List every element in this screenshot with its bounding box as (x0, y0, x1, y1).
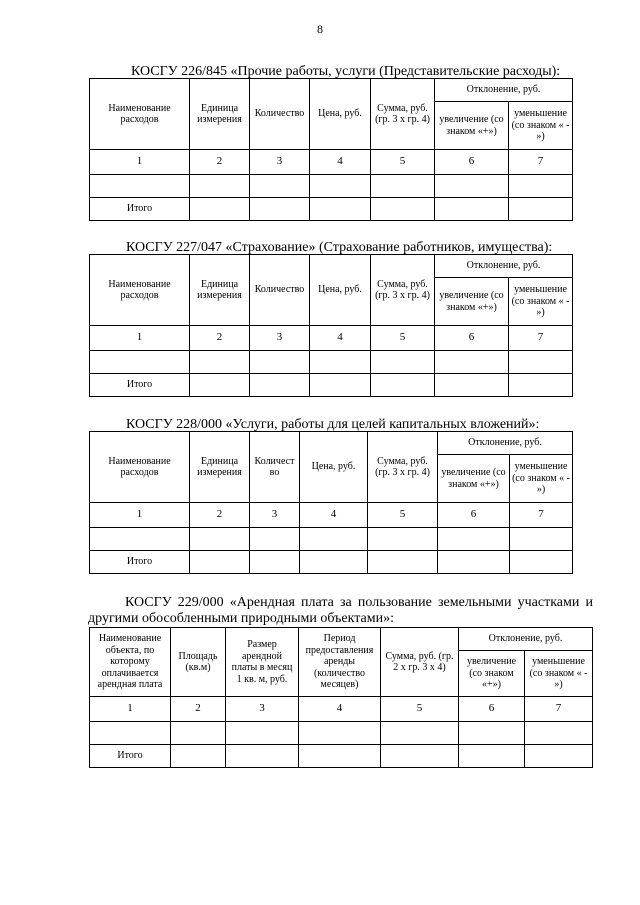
section-4-heading: КОСГУ 229/000 «Арендная плата за пользование земельными участками и другими обособленными природными объектами»: (88, 595, 593, 626)
col-num: 5 (368, 503, 438, 528)
table-section-1 (89, 78, 573, 221)
col-num: 3 (250, 503, 300, 528)
table-section-4 (89, 627, 593, 768)
page-number: 8 (317, 22, 323, 36)
total-label: Итого (90, 198, 190, 221)
col-num: 3 (250, 150, 310, 175)
number-row (90, 697, 593, 722)
col-num: 2 (190, 503, 250, 528)
header-sum: Сумма, руб. (гр. 2 х гр. 3 х 4) (381, 628, 459, 697)
header-deviation: Отклонение, руб. (435, 79, 573, 102)
total-row (90, 198, 573, 221)
header-unit: Единица измерения (190, 255, 250, 326)
col-num: 6 (435, 150, 509, 175)
section-3-heading: КОСГУ 228/000 «Услуги, работы для целей капитальных вложений»: (126, 417, 540, 432)
col-num: 4 (310, 326, 371, 351)
col-num: 5 (371, 150, 435, 175)
table-section-3 (89, 431, 573, 574)
header-qty: Количество (250, 79, 310, 150)
header-increase: увеличение (со знаком «+») (435, 102, 509, 150)
empty-row (90, 351, 573, 374)
header-increase: увеличение (со знаком «+») (438, 455, 510, 503)
header-decrease: уменьшение (со знаком « - ») (509, 102, 573, 150)
section-1-heading: КОСГУ 226/845 «Прочие работы, услуги (Представительские расходы): (131, 64, 561, 79)
header-rent: Размер арендной платы в месяц 1 кв. м, руб. (226, 628, 299, 697)
header-deviation: Отклонение, руб. (459, 628, 593, 651)
number-row (90, 150, 573, 175)
col-num: 1 (90, 697, 171, 722)
col-num: 5 (371, 326, 435, 351)
header-sum: Сумма, руб. (гр. 3 х гр. 4) (371, 255, 435, 326)
col-num: 7 (509, 326, 573, 351)
col-num: 6 (438, 503, 510, 528)
col-num: 1 (90, 503, 190, 528)
col-num: 6 (459, 697, 525, 722)
total-row (90, 374, 573, 397)
header-name: Наименование расходов (90, 255, 190, 326)
total-label: Итого (90, 745, 171, 768)
header-name: Наименование расходов (90, 432, 190, 503)
col-num: 7 (510, 503, 573, 528)
header-deviation: Отклонение, руб. (435, 255, 573, 278)
col-num: 2 (190, 150, 250, 175)
section-2-heading: КОСГУ 227/047 «Страхование» (Страхование работников, имущества): (126, 240, 553, 255)
header-sum: Сумма, руб. (гр. 3 х гр. 4) (368, 432, 438, 503)
col-num: 2 (190, 326, 250, 351)
header-name: Наименование объекта, по которому оплачивается арендная плата (90, 628, 171, 697)
header-area: Площадь (кв.м) (171, 628, 226, 697)
header-name: Наименование расходов (90, 79, 190, 150)
col-num: 7 (525, 697, 593, 722)
number-row (90, 326, 573, 351)
col-num: 7 (509, 150, 573, 175)
empty-row (90, 722, 593, 745)
header-deviation: Отклонение, руб. (438, 432, 573, 455)
col-num: 3 (226, 697, 299, 722)
empty-row (90, 175, 573, 198)
col-num: 4 (300, 503, 368, 528)
total-label: Итого (90, 374, 190, 397)
col-num: 3 (250, 326, 310, 351)
number-row (90, 503, 573, 528)
header-price: Цена, руб. (310, 255, 371, 326)
header-price: Цена, руб. (300, 432, 368, 503)
table-section-2 (89, 254, 573, 397)
col-num: 5 (381, 697, 459, 722)
col-num: 2 (171, 697, 226, 722)
header-increase: увеличение (со знаком «+») (459, 651, 525, 697)
col-num: 1 (90, 150, 190, 175)
header-increase: увеличение (со знаком «+») (435, 278, 509, 326)
header-decrease: уменьшение (со знаком « - ») (510, 455, 573, 503)
header-unit: Единица измерения (190, 432, 250, 503)
header-decrease: уменьшение (со знаком « - ») (509, 278, 573, 326)
header-unit: Единица измерения (190, 79, 250, 150)
empty-row (90, 528, 573, 551)
col-num: 6 (435, 326, 509, 351)
total-row (90, 551, 573, 574)
col-num: 4 (310, 150, 371, 175)
header-period: Период предоставления аренды (количество месяцев) (299, 628, 381, 697)
header-qty: Количество (250, 255, 310, 326)
col-num: 1 (90, 326, 190, 351)
total-row (90, 745, 593, 768)
header-sum: Сумма, руб. (гр. 3 х гр. 4) (371, 79, 435, 150)
header-decrease: уменьшение (со знаком « - ») (525, 651, 593, 697)
total-label: Итого (90, 551, 190, 574)
header-qty: Количест во (250, 432, 300, 503)
col-num: 4 (299, 697, 381, 722)
header-price: Цена, руб. (310, 79, 371, 150)
